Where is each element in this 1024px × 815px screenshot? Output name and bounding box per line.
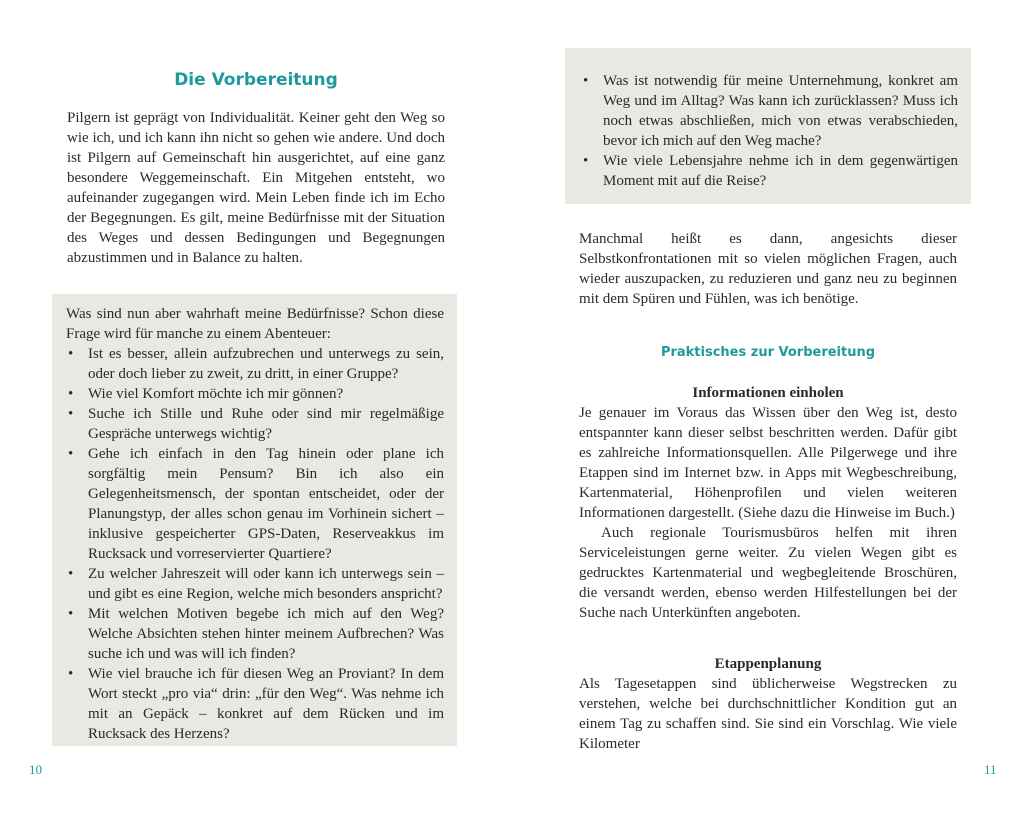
bullet-icon: • — [583, 73, 589, 89]
section-subheading: Praktisches zur Vorbereitung — [660, 345, 876, 360]
list-item — [66, 604, 444, 664]
question-list — [66, 344, 444, 744]
list-item-text: Mit welchen Motiven begebe ich mich auf den Weg? Welche Absichten stehen hinter meinem Aufbrechen? Was suche ich und was will ich finden? — [88, 606, 444, 662]
list-item-text: Suche ich Stille und Ruhe oder sind mir regelmäßige Gespräche unterwegs wichtig? — [88, 406, 444, 442]
reflection-paragraph: Manchmal heißt es dann, angesichts dieser Selbstkonfrontationen mit so vielen möglichen Fragen, auch wieder auszupacken, zu reduzieren und ganz neu zu beginnen mit dem Spüren und Fühlen, was ich benötige. — [579, 231, 957, 307]
list-item — [66, 384, 444, 404]
questions-box — [52, 294, 457, 746]
bullet-icon: • — [68, 346, 74, 362]
list-item-text: Wie viele Lebensjahre nehme ich in dem gegenwärtigen Moment mit auf die Reise? — [603, 153, 958, 189]
bullet-icon: • — [68, 606, 74, 622]
section-title: Etappenplanung — [714, 656, 822, 672]
page-number-left: 10 — [29, 762, 42, 777]
list-item — [66, 444, 444, 564]
list-item-text: Gehe ich einfach in den Tag hinein oder plane ich sorgfältig mein Pensum? Bin ich also ein Gelegenheitsmensch, der spontan entscheidet, oder der Planungstyp, der alles schon genau im Vorhinein sichert – inklusive gespeicherter GPS-Daten, Reserveakkus im Rucksack und vorreservierter Quartiere? — [88, 446, 444, 562]
list-item — [66, 564, 444, 604]
section-title: Informationen einholen — [692, 385, 844, 401]
list-item-text: Wie viel brauche ich für diesen Weg an Proviant? In dem Wort steckt „pro via“ drin: „für den Weg“. Was nehme ich mit an Gepäck – konkret auf dem Rücken und im Rucksack des Herzens? — [88, 666, 444, 742]
bullet-icon: • — [583, 153, 589, 169]
list-item — [66, 344, 444, 384]
list-item-text: Wie viel Komfort möchte ich mir gönnen? — [88, 386, 344, 402]
section-paragraph: Je genauer im Voraus das Wissen über den Weg ist, desto entspannter kann dieser selbst beschritten werden. Dafür gibt es zahlreiche Informationsquellen. Alle Pilgerwege und ihre Etappen sind im Internet bzw. in Apps mit Wegbeschreibung, Kartenmaterial, Höhenprofilen und vielen weiteren Informationen dargestellt. (Siehe dazu die Hinweise im Buch.) — [579, 405, 957, 521]
page-number-right: 11 — [984, 762, 997, 777]
bullet-icon: • — [68, 566, 74, 582]
box-lead-text: Was sind nun aber wahrhaft meine Bedürfnisse? Schon diese Frage wird für manche zu einem Abenteuer: — [66, 306, 444, 342]
question-list — [581, 71, 958, 191]
list-item — [581, 151, 958, 191]
bullet-icon: • — [68, 666, 74, 682]
list-item-text: Was ist notwendig für meine Unternehmung, konkret am Weg und im Alltag? Was kann ich zurücklassen? Muss ich noch etwas abschließen, mich von etwas verabschieden, bevor ich mich auf den Weg mache? — [603, 73, 958, 149]
section-etappenplanung — [579, 654, 957, 754]
list-item-text: Zu welcher Jahreszeit will oder kann ich unterwegs sein – und gibt es eine Region, welche mich besonders anspricht? — [88, 566, 444, 602]
bullet-icon: • — [68, 406, 74, 422]
right-page — [512, 0, 1024, 815]
bullet-icon: • — [68, 446, 74, 462]
questions-box-continued — [565, 48, 971, 204]
list-item — [66, 404, 444, 444]
section-paragraph: Auch regionale Tourismusbüros helfen mit ihren Serviceleistungen gerne weiter. Zu vielen Wegen gibt es gedrucktes Kartenmaterial und wegbegleitende Broschüren, die versandt werden, ebenso werden Hilfestellungen bei der Suche nach Unterkünften angeboten. — [579, 525, 957, 621]
bullet-icon: • — [68, 386, 74, 402]
list-item-text: Ist es besser, allein aufzubrechen und unterwegs zu sein, oder doch lieber zu zweit, zu dritt, in einer Gruppe? — [88, 346, 444, 382]
section-paragraph: Als Tagesetappen sind üblicherweise Wegstrecken zu verstehen, welche bei durchschnittlicher Kondition gut an einem Tag zu schaffen sind. Sie sind ein Vorschlag. Wie viele Kilometer — [579, 676, 957, 752]
section-informationen — [579, 383, 957, 623]
list-item — [66, 664, 444, 744]
chapter-heading: Die Vorbereitung — [174, 70, 338, 90]
list-item — [581, 71, 958, 151]
intro-paragraph: Pilgern ist geprägt von Individualität. Keiner geht den Weg so wie ich, und ich kann ihn nicht so gehen wie andere. Und doch ist Pilgern auf Gemeinschaft hin ausgerichtet, auf eine ganz besondere Weggemeinschaft. Ein Mitgehen entsteht, wo aufeinander zugegangen wird. Mein Leben finde ich im Echo der Begegnungen. Es gilt, meine Bedürfnisse mit der Situation des Weges und dessen Bedingungen und Begegnungen abzustimmen und in Balance zu halten. — [67, 110, 445, 266]
